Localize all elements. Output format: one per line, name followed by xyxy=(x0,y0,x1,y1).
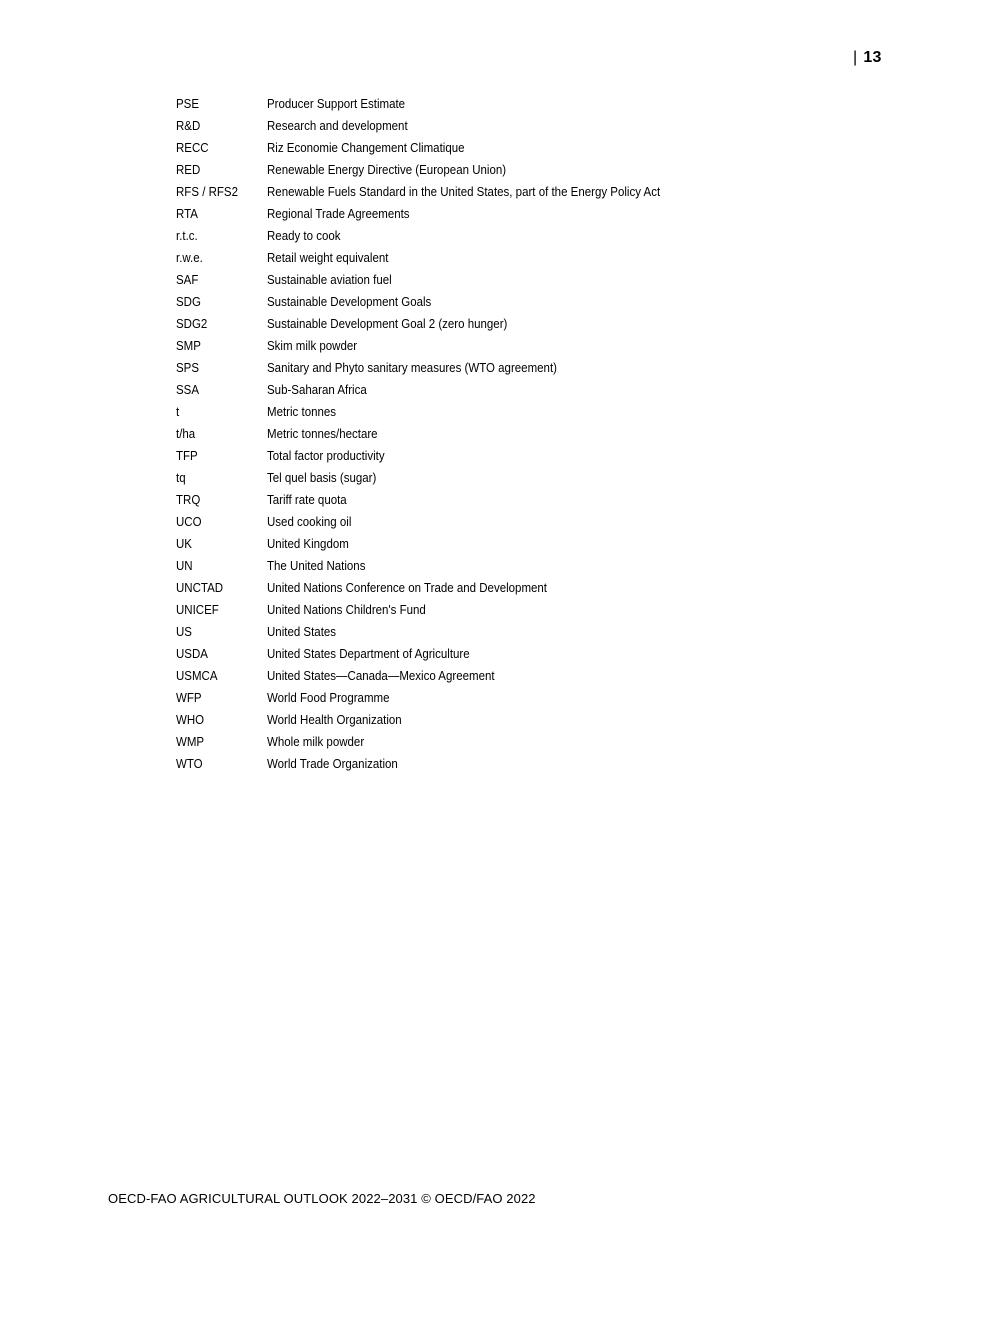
abbreviation-row xyxy=(176,467,816,489)
abbreviation-definition: United States xyxy=(267,625,337,639)
abbreviation-row xyxy=(176,247,816,269)
abbreviation-definition: Sub-Saharan Africa xyxy=(267,383,367,397)
abbreviation-row xyxy=(176,335,816,357)
abbreviation-definition: Ready to cook xyxy=(267,229,341,243)
abbreviation-code: USMCA xyxy=(176,669,218,683)
abbreviation-code: UK xyxy=(176,537,192,551)
abbreviation-definition: Whole milk powder xyxy=(267,735,365,749)
abbreviation-definition: United Nations Children's Fund xyxy=(267,603,426,617)
abbreviation-definition: World Trade Organization xyxy=(267,757,398,771)
abbreviation-code: SAF xyxy=(176,273,199,287)
abbreviation-row xyxy=(176,181,816,203)
abbreviation-row xyxy=(176,665,816,687)
abbreviation-code: WHO xyxy=(176,713,205,727)
abbreviation-code: PSE xyxy=(176,97,200,111)
abbreviation-code: WTO xyxy=(176,757,203,771)
abbreviation-definition: Tel quel basis (sugar) xyxy=(267,471,377,485)
abbreviation-code: SDG2 xyxy=(176,317,208,331)
abbreviation-row xyxy=(176,753,816,775)
abbreviation-row xyxy=(176,93,816,115)
abbreviation-definition: Producer Support Estimate xyxy=(267,97,406,111)
abbreviation-row xyxy=(176,291,816,313)
abbreviation-definition: United States Department of Agriculture xyxy=(267,647,470,661)
abbreviation-definition: Total factor productivity xyxy=(267,449,385,463)
abbreviation-row xyxy=(176,423,816,445)
abbreviation-code: SPS xyxy=(176,361,200,375)
abbreviation-code: RED xyxy=(176,163,201,177)
abbreviation-code: RTA xyxy=(176,207,198,221)
abbreviation-code: TFP xyxy=(176,449,198,463)
abbreviation-definition: The United Nations xyxy=(267,559,366,573)
abbreviation-code: R&D xyxy=(176,119,201,133)
abbreviation-code: SDG xyxy=(176,295,201,309)
abbreviation-definition: United Nations Conference on Trade and Development xyxy=(267,581,548,595)
abbreviation-definition: Sanitary and Phyto sanitary measures (WTO agreement) xyxy=(267,361,557,375)
abbreviation-definition: United States—Canada—Mexico Agreement xyxy=(267,669,495,683)
abbreviation-row xyxy=(176,577,816,599)
page-number-separator: | xyxy=(853,49,858,66)
abbreviation-row xyxy=(176,489,816,511)
abbreviation-row xyxy=(176,555,816,577)
abbreviation-code: SSA xyxy=(176,383,200,397)
abbreviation-row xyxy=(176,225,816,247)
abbreviation-code: TRQ xyxy=(176,493,201,507)
abbreviation-code: RECC xyxy=(176,141,209,155)
abbreviation-code: UN xyxy=(176,559,193,573)
abbreviation-definition: Renewable Energy Directive (European Union) xyxy=(267,163,507,177)
abbreviation-definition: Renewable Fuels Standard in the United States, part of the Energy Policy Act xyxy=(267,185,661,199)
abbreviation-definition: Tariff rate quota xyxy=(267,493,347,507)
abbreviation-definition: World Food Programme xyxy=(267,691,390,705)
abbreviation-code: t xyxy=(176,405,180,419)
abbreviation-code: UNCTAD xyxy=(176,581,224,595)
abbreviation-code: r.w.e. xyxy=(176,251,203,265)
abbreviation-row xyxy=(176,313,816,335)
abbreviation-row xyxy=(176,379,816,401)
abbreviation-definition: Metric tonnes xyxy=(267,405,337,419)
page-number-value: 13 xyxy=(863,49,882,66)
abbreviation-row xyxy=(176,731,816,753)
abbreviation-row xyxy=(176,445,816,467)
abbreviation-definition: Metric tonnes/hectare xyxy=(267,427,378,441)
abbreviation-definition: Regional Trade Agreements xyxy=(267,207,410,221)
abbreviation-row xyxy=(176,643,816,665)
abbreviation-row xyxy=(176,159,816,181)
abbreviation-row xyxy=(176,533,816,555)
abbreviation-definition: Used cooking oil xyxy=(267,515,352,529)
abbreviation-code: UCO xyxy=(176,515,202,529)
abbreviation-definition: Research and development xyxy=(267,119,408,133)
abbreviation-definition: Skim milk powder xyxy=(267,339,358,353)
abbreviation-row xyxy=(176,357,816,379)
abbreviation-row xyxy=(176,203,816,225)
abbreviation-code: RFS / RFS2 xyxy=(176,185,238,199)
abbreviation-row xyxy=(176,599,816,621)
abbreviation-row xyxy=(176,709,816,731)
abbreviation-code: WMP xyxy=(176,735,205,749)
abbreviation-row xyxy=(176,511,816,533)
abbreviations-list xyxy=(176,93,816,775)
abbreviation-row xyxy=(176,269,816,291)
abbreviation-definition: Riz Economie Changement Climatique xyxy=(267,141,465,155)
abbreviation-definition: Sustainable aviation fuel xyxy=(267,273,392,287)
abbreviation-code: t/ha xyxy=(176,427,196,441)
abbreviation-code: WFP xyxy=(176,691,202,705)
abbreviation-row xyxy=(176,137,816,159)
abbreviation-row xyxy=(176,621,816,643)
abbreviation-definition: World Health Organization xyxy=(267,713,402,727)
abbreviation-code: SMP xyxy=(176,339,201,353)
abbreviation-row xyxy=(176,115,816,137)
abbreviation-row xyxy=(176,401,816,423)
page-number xyxy=(853,49,882,67)
abbreviation-definition: United Kingdom xyxy=(267,537,349,551)
abbreviation-code: r.t.c. xyxy=(176,229,198,243)
abbreviation-row xyxy=(176,687,816,709)
abbreviation-definition: Sustainable Development Goals xyxy=(267,295,432,309)
abbreviation-definition: Retail weight equivalent xyxy=(267,251,389,265)
abbreviation-code: USDA xyxy=(176,647,208,661)
abbreviation-code: tq xyxy=(176,471,186,485)
abbreviation-code: US xyxy=(176,625,192,639)
abbreviation-definition: Sustainable Development Goal 2 (zero hunger) xyxy=(267,317,508,331)
abbreviation-code: UNICEF xyxy=(176,603,219,617)
page-footer: OECD-FAO AGRICULTURAL OUTLOOK 2022–2031 © OECD/FAO 2022 xyxy=(108,1191,536,1206)
